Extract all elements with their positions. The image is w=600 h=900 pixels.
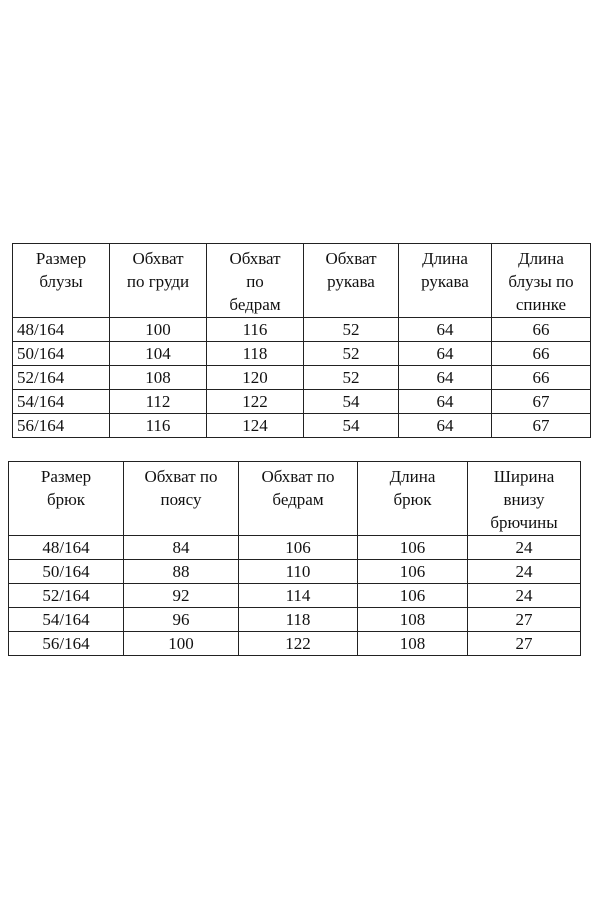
table-cell: 54 [304,390,399,414]
table-row [13,366,591,390]
table-cell: 67 [492,390,591,414]
table-cell: 64 [399,318,492,342]
header-line: Размер [40,467,92,486]
header-line: Обхват по [261,467,335,486]
pants-header-size [9,462,124,536]
table-cell: 122 [207,390,304,414]
header-line: рукава [421,272,469,291]
table-cell: 67 [492,414,591,438]
table-cell: 64 [399,342,492,366]
table-row [9,608,581,632]
header-line: Обхват [325,249,377,268]
table-cell: 108 [358,632,468,656]
header-line: Длина [422,249,468,268]
table-cell: 116 [207,318,304,342]
header-line: спинке [515,295,567,314]
size-cell: 54/164 [13,390,110,414]
blouse-header-sleeve-girth [304,244,399,318]
header-line: по груди [126,272,190,291]
header-line: внизу [503,490,545,509]
pants-header-hips [239,462,358,536]
header-line: поясу [160,490,202,509]
table-cell: 92 [124,584,239,608]
table-row [13,318,591,342]
table-cell: 108 [110,366,207,390]
pants-header-row [9,462,581,536]
table-cell: 64 [399,366,492,390]
table-cell: 100 [124,632,239,656]
size-cell: 56/164 [9,632,124,656]
table-cell: 27 [468,632,581,656]
table-cell: 112 [110,390,207,414]
table-row [13,414,591,438]
table-cell: 66 [492,318,591,342]
table-cell: 104 [110,342,207,366]
table-row [9,536,581,560]
header-line: брюк [46,490,86,509]
table-cell: 88 [124,560,239,584]
blouse-header-size [13,244,110,318]
size-cell: 56/164 [13,414,110,438]
header-line: по [246,272,264,291]
table-row [9,632,581,656]
table-cell: 52 [304,366,399,390]
blouse-header-back-length [492,244,591,318]
header-line: Размер [35,249,87,268]
blouse-header-row [13,244,591,318]
size-cell: 48/164 [9,536,124,560]
header-line: Ширина [493,467,555,486]
header-line: брюк [393,490,432,509]
table-cell: 24 [468,584,581,608]
pants-size-table [8,461,581,656]
table-cell: 122 [239,632,358,656]
table-row [13,390,591,414]
header-line: Длина [518,249,564,268]
table-cell: 120 [207,366,304,390]
table-cell: 106 [358,560,468,584]
table-cell: 106 [239,536,358,560]
table-cell: 106 [358,584,468,608]
header-line: рукава [327,272,375,291]
size-cell: 50/164 [13,342,110,366]
blouse-header-hips [207,244,304,318]
pants-header-length [358,462,468,536]
size-cell: 52/164 [13,366,110,390]
header-line: брючины [490,513,558,532]
table-row [9,584,581,608]
table-cell: 64 [399,390,492,414]
blouse-header-chest [110,244,207,318]
size-cell: 52/164 [9,584,124,608]
header-line: Длина [389,467,436,486]
blouse-header-sleeve-length [399,244,492,318]
header-line: Обхват по [144,467,218,486]
table-cell: 27 [468,608,581,632]
table-cell: 106 [358,536,468,560]
table-cell: 24 [468,536,581,560]
table-cell: 110 [239,560,358,584]
table-cell: 66 [492,366,591,390]
pants-header-bottom-width [468,462,581,536]
table-row [9,560,581,584]
table-cell: 66 [492,342,591,366]
table-cell: 64 [399,414,492,438]
table-cell: 84 [124,536,239,560]
table-cell: 118 [239,608,358,632]
table-cell: 52 [304,318,399,342]
table-cell: 54 [304,414,399,438]
table-cell: 52 [304,342,399,366]
header-line: блузы [39,272,83,291]
table-cell: 24 [468,560,581,584]
table-cell: 108 [358,608,468,632]
header-line: бедрам [272,490,324,509]
table-cell: 124 [207,414,304,438]
header-line: Обхват [229,249,281,268]
pants-header-waist [124,462,239,536]
table-cell: 96 [124,608,239,632]
blouse-size-table [12,243,591,438]
size-cell: 54/164 [9,608,124,632]
size-cell: 48/164 [13,318,110,342]
table-cell: 118 [207,342,304,366]
table-cell: 116 [110,414,207,438]
table-row [13,342,591,366]
table-cell: 100 [110,318,207,342]
header-line: блузы по [508,272,574,291]
header-line: бедрам [229,295,281,314]
size-cell: 50/164 [9,560,124,584]
table-cell: 114 [239,584,358,608]
header-line: Обхват [132,249,184,268]
